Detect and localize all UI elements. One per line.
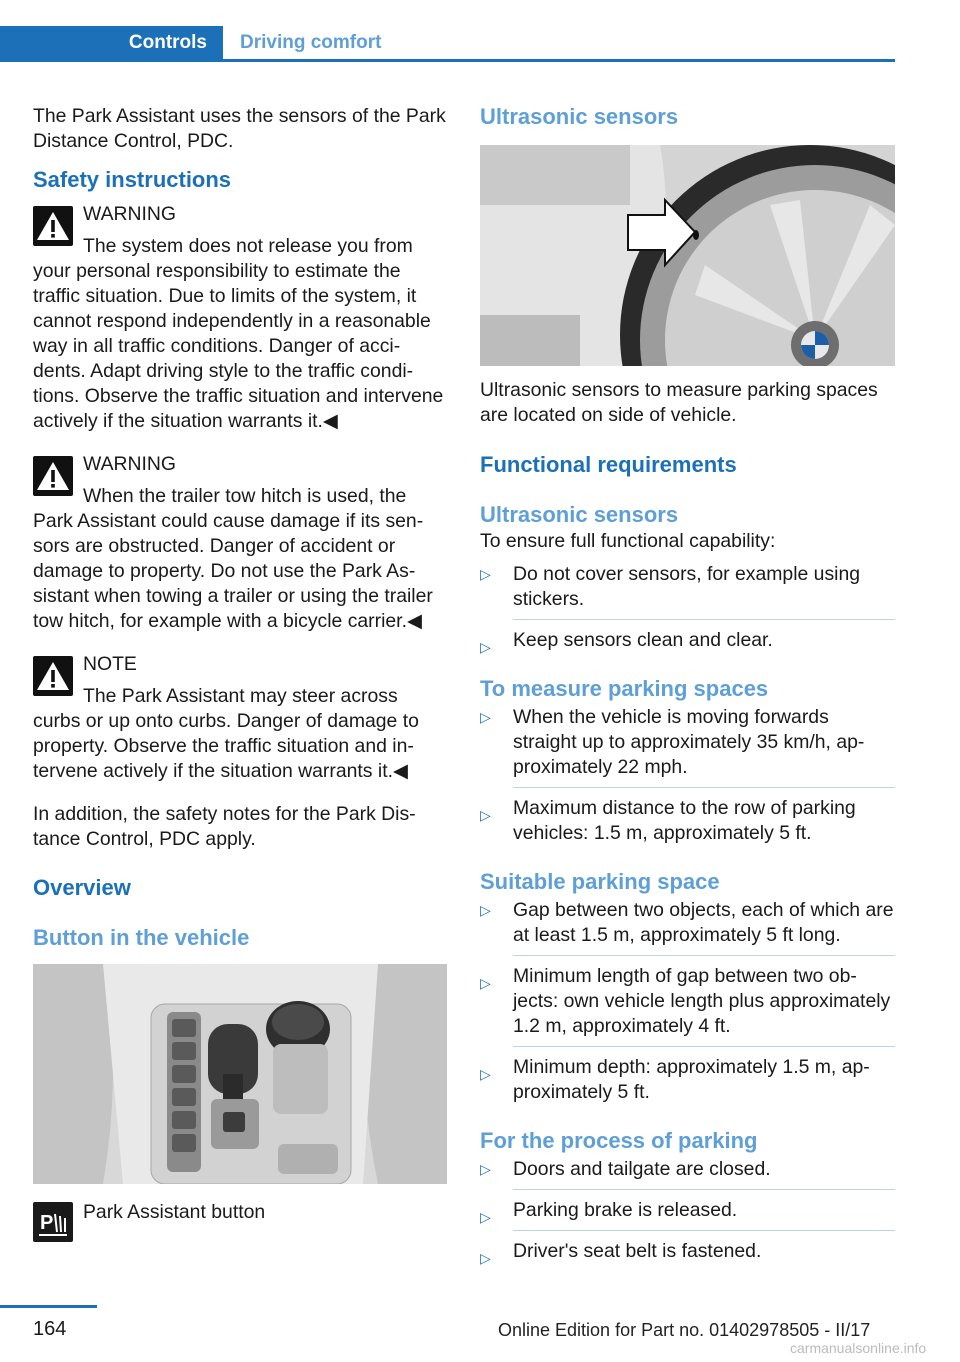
warning-title: WARNING: [83, 203, 176, 225]
addition-paragraph: In addition, the safety notes for the Park Distance Control, PDC apply.: [33, 803, 416, 850]
warning-text-first: The system does not release you from: [83, 235, 413, 257]
note-text-first: The Park Assistant may steer across: [83, 685, 398, 707]
warning-triangle-icon: [33, 656, 73, 696]
park-assistant-icon: [33, 1202, 73, 1242]
sensors-heading: Ultrasonic sensors: [480, 104, 679, 129]
park-assistant-button-caption: [33, 1200, 446, 1234]
center-console-image: [33, 964, 447, 1184]
note-text: curbs or up onto curbs. Danger of damage to property. Observe the traffic situation and intervene actively if the situation warrants it.◀: [33, 710, 419, 782]
left-column: [33, 100, 446, 1234]
header-section-tab: Controls: [0, 26, 223, 60]
item-divider: [513, 1230, 895, 1231]
page-header: [0, 26, 895, 62]
triangle-bullet-icon: ▷: [480, 566, 491, 582]
warning-text: your personal responsibility to estimate the traffic situation. Due to limits of the system, it cannot respond independently in a reasonable way in all traffic conditions. Danger of accidents. Adapt driving style to the traffic conditions. Observe the traffic situation and intervene actively if the situation warrants it.◀: [33, 260, 444, 432]
svg-text:P: P: [40, 1212, 54, 1234]
list-item: ▷ When the vehicle is moving forwards straight up to approximately 35 km/h, approximately 22 mph.: [480, 706, 865, 778]
triangle-bullet-icon: ▷: [480, 902, 491, 918]
watermark: carmanualsonline.info: [790, 1340, 927, 1356]
header-subsection-tab: Driving comfort: [240, 32, 382, 53]
item-divider: [513, 955, 895, 956]
page-number: 164: [33, 1318, 67, 1340]
triangle-bullet-icon: ▷: [480, 639, 491, 655]
overview-heading: Overview: [33, 875, 131, 900]
item-divider: [513, 1189, 895, 1190]
note-block: [33, 652, 446, 784]
functional-requirements-heading: Functional requirements: [480, 452, 737, 477]
section-heading: For the process of parking: [480, 1128, 758, 1153]
list-item: ▷ Minimum depth: approximately 1.5 m, approximately 5 ft.: [480, 1046, 895, 1105]
warning-triangle-icon: [33, 206, 73, 246]
triangle-bullet-icon: ▷: [480, 1161, 491, 1177]
list-item: ▷ Doors and tailgate are closed.: [480, 1158, 771, 1180]
section-heading: To measure parking spaces: [480, 676, 769, 701]
edition-line: Online Edition for Part no. 01402978505 - II/17: [498, 1320, 871, 1340]
requirements-list: [480, 705, 895, 846]
button-heading: Button in the vehicle: [33, 925, 250, 950]
warning-title: WARNING: [83, 453, 176, 475]
triangle-bullet-icon: ▷: [480, 807, 491, 823]
warning-block: [33, 202, 446, 434]
section-intro: To ensure full functional capability:: [480, 530, 776, 552]
ultrasonic-sensors-image: [480, 145, 895, 366]
warning-block: [33, 452, 446, 634]
warning-text: Park Assistant could cause damage if its sensors are obstructed. Danger of accident or damage to property. Do not use the Park Assistant when towing a trailer or using the trailer tow hitch, for example with a bicycle carrier.◀: [33, 510, 433, 632]
list-item: ▷ Do not cover sensors, for example using stickers.: [480, 563, 861, 610]
list-item: ▷ Driver's seat belt is fastened.: [480, 1230, 895, 1264]
triangle-bullet-icon: ▷: [480, 709, 491, 725]
footer-rule: [0, 1305, 97, 1308]
item-divider: [513, 787, 895, 788]
sensors-caption: Ultrasonic sensors to measure parking spaces are located on side of vehicle.: [480, 379, 878, 426]
intro-paragraph: The Park Assistant uses the sensors of the Park Distance Control, PDC.: [33, 105, 446, 152]
note-title: NOTE: [83, 653, 137, 675]
section-heading: Ultrasonic sensors: [480, 502, 679, 527]
warning-text-first: When the trailer tow hitch is used, the: [83, 485, 407, 507]
list-item: ▷ Gap between two objects, each of which are at least 1.5 m, approximately 5 ft long.: [480, 899, 894, 946]
warning-triangle-icon: [33, 456, 73, 496]
list-item: ▷ Maximum distance to the row of parking vehicles: 1.5 m, approximately 5 ft.: [480, 787, 895, 846]
header-rule: [0, 59, 895, 62]
button-caption-text: Park Assistant button: [83, 1201, 266, 1223]
triangle-bullet-icon: ▷: [480, 1066, 491, 1082]
wheel-sensor-illustration: [480, 145, 895, 366]
requirements-list: [480, 898, 895, 1105]
center-console-illustration: [33, 964, 447, 1184]
item-divider: [513, 619, 895, 620]
requirements-list: [480, 562, 895, 653]
right-column: [480, 100, 895, 1264]
list-item: ▷ Parking brake is released.: [480, 1189, 895, 1223]
list-item: ▷ Keep sensors clean and clear.: [480, 619, 895, 653]
triangle-bullet-icon: ▷: [480, 1209, 491, 1225]
safety-heading: Safety instructions: [33, 167, 232, 192]
section-heading: Suitable parking space: [480, 869, 720, 894]
requirements-list: [480, 1157, 895, 1264]
item-divider: [513, 1046, 895, 1047]
triangle-bullet-icon: ▷: [480, 1250, 491, 1266]
list-item: ▷ Minimum length of gap between two objects: own vehicle length plus approximately 1.2 m, approximately 4 ft.: [480, 955, 895, 1039]
triangle-bullet-icon: ▷: [480, 975, 491, 991]
